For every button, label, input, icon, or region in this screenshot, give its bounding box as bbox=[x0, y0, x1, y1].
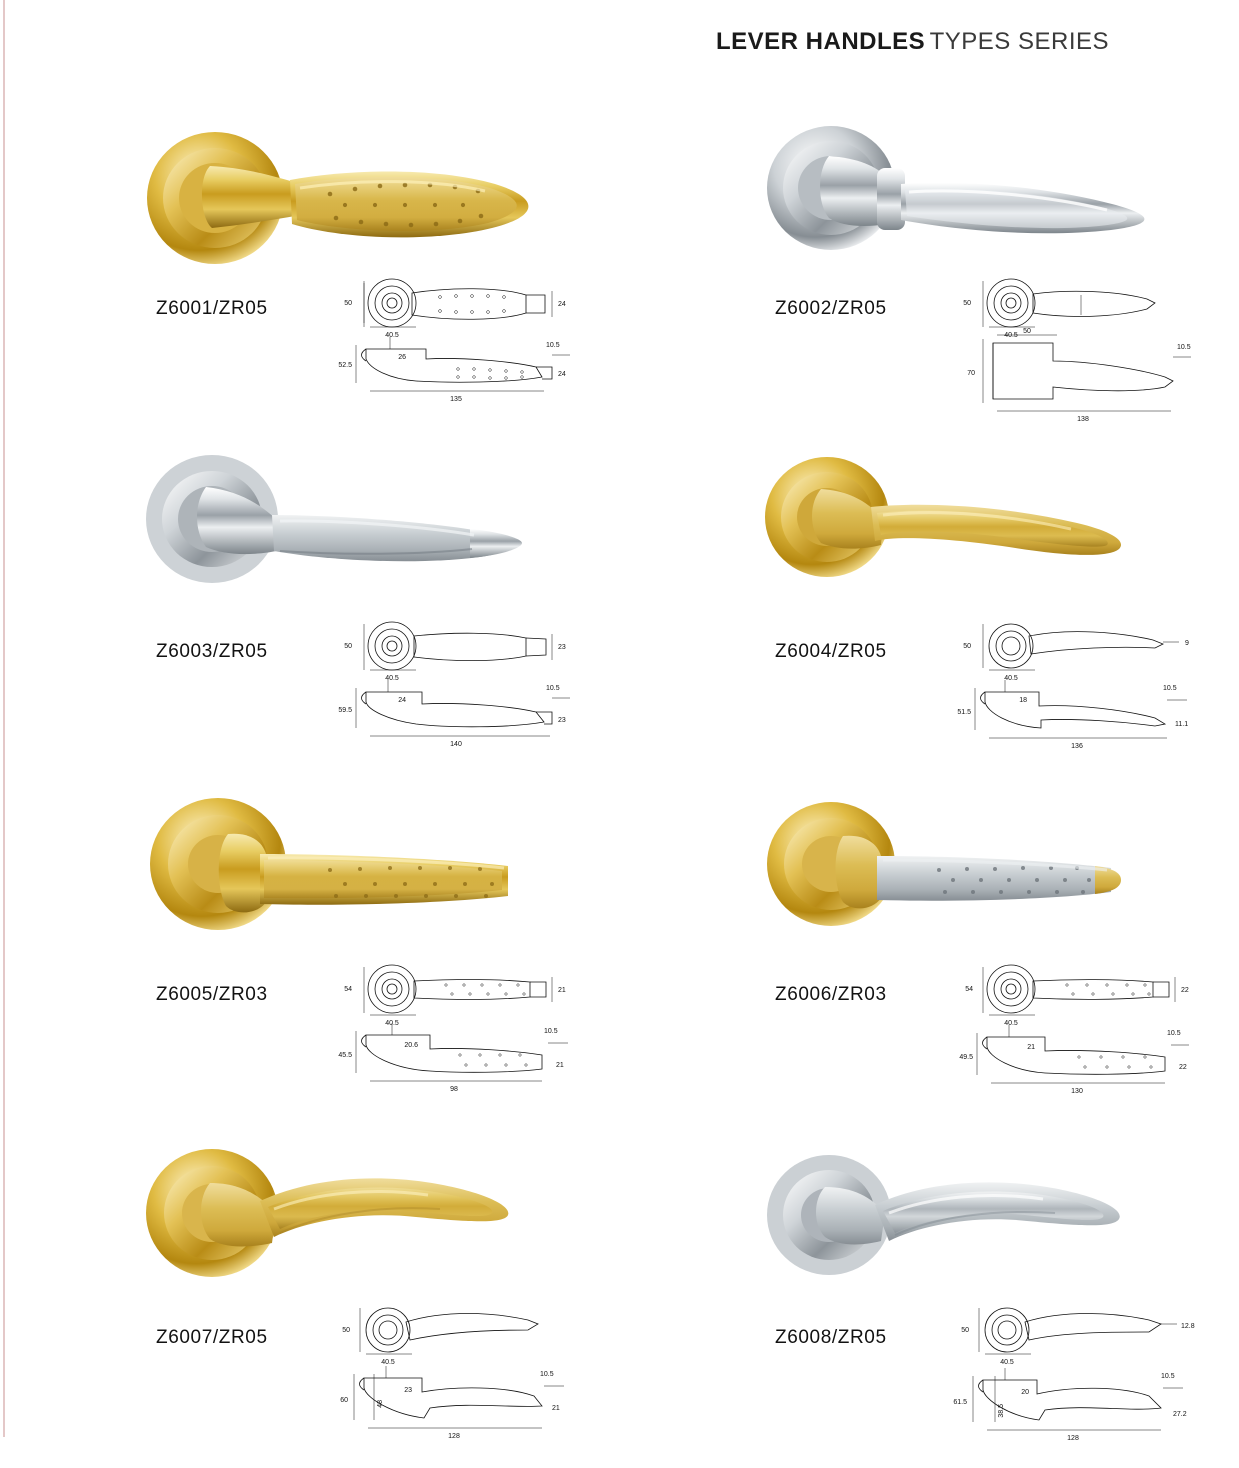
product-image-z6008 bbox=[759, 1135, 1229, 1310]
product-cell[interactable] bbox=[619, 1125, 1239, 1468]
dim-top-rose-w: 40.5 bbox=[385, 332, 399, 339]
product-code: Z6004/ZR05 bbox=[775, 641, 887, 662]
dim-side-proj: 10.5 bbox=[1167, 1030, 1181, 1037]
product-image-z6006 bbox=[759, 792, 1229, 967]
dim-top-lever-h: 22 bbox=[1181, 987, 1189, 994]
product-image-z6007 bbox=[140, 1135, 610, 1310]
dim-side-neck: 18 bbox=[1019, 697, 1027, 704]
product-image-z6002 bbox=[759, 106, 1229, 281]
product-code: Z6002/ZR05 bbox=[775, 298, 887, 319]
dim-side-lever-h: 21 bbox=[552, 1405, 560, 1412]
technical-drawing-z6008 bbox=[949, 1300, 1219, 1465]
product-grid bbox=[0, 96, 1239, 1468]
product-code: Z6006/ZR03 bbox=[775, 984, 887, 1005]
dim-side-neck: 21 bbox=[1027, 1044, 1035, 1051]
dim-top-rose-w: 40.5 bbox=[1004, 1020, 1018, 1027]
technical-drawing-z6001 bbox=[330, 271, 600, 436]
technical-drawing-z6006 bbox=[949, 957, 1219, 1122]
dim-top-rose-h: 54 bbox=[344, 986, 352, 993]
dim-side-lever-h: 22 bbox=[1179, 1064, 1187, 1071]
dim-top-lever-h: 24 bbox=[558, 301, 566, 308]
dim-side-proj: 10.5 bbox=[1177, 344, 1191, 351]
dim-top-rose-w: 40.5 bbox=[385, 1020, 399, 1027]
dim-top-rose-w: 40.5 bbox=[381, 1359, 395, 1366]
dim-side-length: 135 bbox=[450, 396, 462, 403]
dim-top-lever-h: 21 bbox=[558, 987, 566, 994]
dim-side-neck: 23 bbox=[404, 1387, 412, 1394]
product-cell[interactable] bbox=[619, 782, 1239, 1125]
dim-top-rose-h: 50 bbox=[963, 300, 971, 307]
dim-side-lever-h: 23 bbox=[558, 717, 566, 724]
dim-side-length: 130 bbox=[1071, 1088, 1083, 1095]
dim-side-proj: 10.5 bbox=[546, 685, 560, 692]
dim-side-lever-h: 11.1 bbox=[1175, 721, 1189, 728]
dim-top-rose-w: 40.5 bbox=[385, 675, 399, 682]
product-cell[interactable] bbox=[619, 439, 1239, 782]
product-image-z6004 bbox=[759, 449, 1229, 624]
dim-side-length: 136 bbox=[1071, 743, 1083, 750]
product-code: Z6008/ZR05 bbox=[775, 1327, 887, 1348]
product-code: Z6005/ZR03 bbox=[156, 984, 268, 1005]
dim-side-length: 128 bbox=[448, 1433, 460, 1440]
product-row bbox=[0, 439, 1239, 782]
dim-side-proj: 10.5 bbox=[1163, 685, 1177, 692]
dim-side-height: 70 bbox=[967, 370, 975, 377]
dim-top-rose-w: 40.5 bbox=[1004, 675, 1018, 682]
dim-side-height: 59.5 bbox=[338, 707, 352, 714]
page-header bbox=[716, 28, 1109, 56]
technical-drawing-z6002 bbox=[949, 271, 1219, 436]
product-row bbox=[0, 1125, 1239, 1468]
dim-top-lever-h: 9 bbox=[1185, 640, 1189, 647]
product-cell[interactable] bbox=[0, 782, 620, 1125]
dim-side-proj: 10.5 bbox=[546, 342, 560, 349]
product-code: Z6001/ZR05 bbox=[156, 298, 268, 319]
dim-side-proj: 10.5 bbox=[544, 1028, 558, 1035]
dim-side-height: 60 bbox=[340, 1397, 348, 1404]
dim-side-height: 49.5 bbox=[959, 1054, 973, 1061]
dim-side-neck: 20 bbox=[1021, 1389, 1029, 1396]
dim-side-height: 51.5 bbox=[957, 709, 971, 716]
dim-side-neck2: 48 bbox=[377, 1400, 384, 1408]
dim-side-length: 98 bbox=[450, 1086, 458, 1093]
product-row bbox=[0, 782, 1239, 1125]
product-image-z6005 bbox=[140, 792, 610, 967]
product-image-z6001 bbox=[140, 106, 610, 281]
dim-top-rose-h: 50 bbox=[344, 300, 352, 307]
dim-side-height: 52.5 bbox=[338, 362, 352, 369]
product-cell[interactable] bbox=[0, 1125, 620, 1468]
dim-side-lever-h: 27.2 bbox=[1173, 1411, 1187, 1418]
product-code: Z6007/ZR05 bbox=[156, 1327, 268, 1348]
product-code: Z6003/ZR05 bbox=[156, 641, 268, 662]
dim-side-height: 61.5 bbox=[953, 1399, 967, 1406]
dim-side-proj: 10.5 bbox=[1161, 1373, 1175, 1380]
dim-top-rose-h: 50 bbox=[342, 1327, 350, 1334]
dim-top-rose-h: 50 bbox=[963, 643, 971, 650]
product-cell[interactable] bbox=[0, 96, 620, 439]
dim-top-rose-w: 40.5 bbox=[1000, 1359, 1014, 1366]
product-cell[interactable] bbox=[0, 439, 620, 782]
header-title-strong: LEVER HANDLES bbox=[715, 28, 926, 55]
dim-top-rose-w: 40.5 bbox=[1004, 332, 1018, 339]
dim-top-rose-h: 50 bbox=[961, 1327, 969, 1334]
dim-top-rose-h: 54 bbox=[965, 986, 973, 993]
dim-top-lever-h: 23 bbox=[558, 644, 566, 651]
dim-side-neck: 26 bbox=[398, 354, 406, 361]
product-cell[interactable] bbox=[619, 96, 1239, 439]
header-title-light: TYPES SERIES bbox=[929, 28, 1109, 55]
dim-side-lever-h: 21 bbox=[556, 1062, 564, 1069]
dim-side-neck2: 38.5 bbox=[998, 1404, 1005, 1418]
product-image-z6003 bbox=[140, 449, 610, 624]
dim-side-lever-h: 24 bbox=[558, 371, 566, 378]
dim-top-lever-h: 12.8 bbox=[1181, 1323, 1195, 1330]
technical-drawing-z6005 bbox=[330, 957, 600, 1122]
dim-side-height: 45.5 bbox=[338, 1052, 352, 1059]
technical-drawing-z6003 bbox=[330, 614, 600, 779]
dim-side-rose-w: 50 bbox=[1023, 328, 1031, 335]
dim-side-length: 128 bbox=[1067, 1435, 1079, 1442]
product-row bbox=[0, 96, 1239, 439]
dim-side-length: 140 bbox=[450, 741, 462, 748]
technical-drawing-z6007 bbox=[330, 1300, 600, 1465]
dim-top-rose-h: 50 bbox=[344, 643, 352, 650]
dim-side-neck: 24 bbox=[398, 697, 406, 704]
dim-side-length: 138 bbox=[1077, 416, 1089, 423]
technical-drawing-z6004 bbox=[949, 614, 1219, 779]
dim-side-proj: 10.5 bbox=[540, 1371, 554, 1378]
dim-side-neck: 20.6 bbox=[404, 1042, 418, 1049]
